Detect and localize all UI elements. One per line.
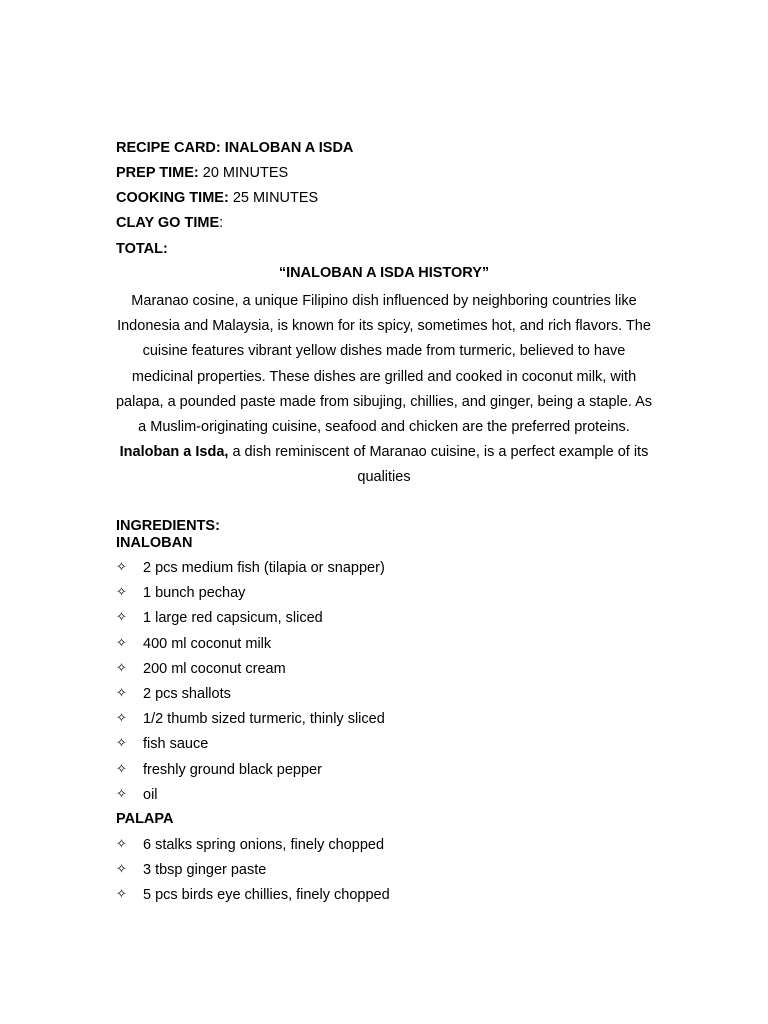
star-bullet-icon: ✧ [116,837,127,852]
ingredient-text: 200 ml coconut cream [143,660,286,677]
clay-go-time-label: CLAY GO TIME [116,215,220,231]
inaloban-heading: INALOBAN [116,535,193,551]
cooking-time-line [116,189,318,207]
ingredient-text: 1 large red capsicum, sliced [143,610,323,627]
ingredient-text: 5 pcs birds eye chillies, finely chopped [143,887,390,904]
star-bullet-icon: ✧ [116,660,127,676]
history-paragraph [110,289,658,491]
clay-go-time-colon: : [219,215,224,231]
ingredient-text: 1 bunch pechay [143,585,246,602]
star-bullet-icon: ✧ [116,685,127,701]
total-time-label: TOTAL: [116,241,168,257]
cooking-time-value: 25 MINUTES [232,190,319,206]
ingredient-text: 3 tbsp ginger paste [143,862,267,879]
ingredient-text: 2 pcs shallots [143,685,231,702]
star-bullet-icon: ✧ [116,736,127,752]
prep-time-line [116,164,288,182]
clay-go-time-line [116,214,223,232]
recipe-card-label: RECIPE CARD: [116,140,221,156]
star-bullet-icon: ✧ [116,761,127,777]
star-bullet-icon: ✧ [116,786,127,802]
prep-time-label: PREP TIME: [116,165,199,181]
palapa-heading: PALAPA [116,811,174,827]
star-bullet-icon: ✧ [116,585,127,601]
ingredient-text: 1/2 thumb sized turmeric, thinly sliced [143,711,385,728]
ingredient-text: 6 stalks spring onions, finely chopped [143,837,385,853]
star-bullet-icon: ✧ [116,862,127,878]
total-time-line [116,240,168,258]
cooking-time-label: COOKING TIME: [116,190,229,206]
ingredient-text: 2 pcs medium fish (tilapia or snapper) [143,560,385,576]
ingredient-text: fish sauce [143,736,209,753]
recipe-card-name: INALOBAN A ISDA [224,140,354,156]
star-bullet-icon: ✧ [116,635,127,651]
star-bullet-icon: ✧ [116,887,127,903]
history-title: “INALOBAN A ISDA HISTORY” [278,265,490,281]
ingredient-text: 400 ml coconut milk [143,635,272,652]
star-bullet-icon: ✧ [116,560,127,575]
ingredient-text: oil [143,786,158,803]
prep-time-value: 20 MINUTES [202,165,289,181]
history-text-before: Maranao cosine, a unique Filipino dish influenced by neighboring countries like Indonesia and Malaysia, is known for its spicy, sometimes hot, and rich flavors. The cuisine features vibrant yellow dishes made from turmeric, believed to have medicinal properties. These dishes are grilled and cooked in coconut milk, with palapa, a pounded paste made from sibujing, chillies, and ginger, being a staple. As a Muslim-originating cuisine, seafood and chicken are the preferred proteins. [115,293,653,436]
star-bullet-icon: ✧ [116,610,127,626]
history-text-after: a dish reminiscent of Maranao cuisine, is a perfect example of its qualities [232,444,649,486]
ingredients-heading: INGREDIENTS: [116,518,220,534]
history-highlight: Inaloban a Isda, [119,444,229,461]
ingredient-text: freshly ground black pepper [143,761,322,778]
star-bullet-icon: ✧ [116,711,127,727]
recipe-card-title [116,139,353,157]
